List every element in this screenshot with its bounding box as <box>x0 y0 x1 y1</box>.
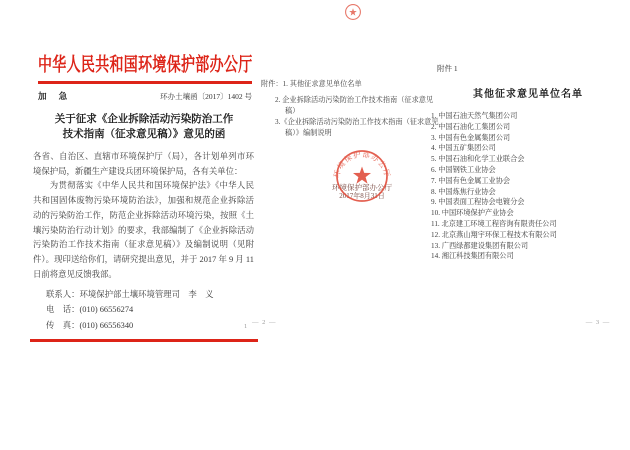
list-item: 11. 北京建工环境工程咨询有限责任公司 <box>431 219 557 228</box>
letter-title <box>30 112 258 142</box>
letter-body <box>33 150 254 282</box>
attachment-list-line2: 2. 企业拆除活动污染防治工作技术指南（征求意见 <box>275 96 434 104</box>
letter-title-line2: 技术指南（征求意见稿）》意见的函 <box>62 129 226 140</box>
list-item: 5. 中国石油和化学工业联合会 <box>431 155 525 164</box>
list-item: 3. 中国有色金属集团公司 <box>431 133 511 142</box>
attachment-list-line4: 3.《企业拆除活动污染防治工作技术指南（征求意见 <box>275 118 439 126</box>
page-number-1: 1 <box>244 323 249 330</box>
list-item: 6. 中国钢铁工业协会 <box>431 165 496 174</box>
list-item: 7. 中国有色金属工业协会 <box>431 176 511 185</box>
attachment-list-line3: 稿） <box>285 107 300 115</box>
list-item: 1. 中国石油天然气集团公司 <box>431 112 518 120</box>
list-item: 10. 中国环境保护产业协会 <box>431 209 514 218</box>
attachment-list-line1: 附件：1. 其他征求意见单位名单 <box>261 80 362 88</box>
masthead-title: 中华人民共和国环境保护部办公厅 <box>38 55 253 76</box>
list-item: 12. 北京燕山翔宇环保工程技术有限公司 <box>431 230 557 239</box>
registration-stamp-icon <box>344 3 362 21</box>
page-number-2: — 2 — <box>252 319 277 326</box>
official-seal-icon <box>332 149 392 205</box>
document-number: 环办土壤函〔2017〕1402 号 <box>160 92 252 101</box>
list-item: 4. 中国五矿集团公司 <box>431 144 496 153</box>
letter-salutation: 各省、自治区、直辖市环境保护厅（局），各计划单列市环境保护局，新疆生产建设兵团环境保护局，各有关单位： <box>33 152 254 176</box>
signature-date: 2017年8月31日 <box>339 192 385 200</box>
letter-paragraph: 为贯彻落实《中华人民共和国环境保护法》《中华人民共和国固体废物污染环境防治法》，加强和规范企业拆除活动的污染防治工作，防范企业拆除活动环境污染，按照《土壤污染防治行动计划》的要求，我部编制了《企业拆除活动污染防治工作技术指南（征求意见稿）》及编制说明（见附件）。现印送给你们，请研究提出意见，并于 2017 年 9 月 11 日前将意见反馈我部。 <box>33 181 254 279</box>
list-item: 8. 中国炼焦行业协会 <box>431 187 496 196</box>
unit-list <box>431 111 617 262</box>
attachment-1-label: 附件 1 <box>437 64 458 73</box>
list-item: 9. 中国表面工程协会电镀分会 <box>431 198 525 207</box>
contact-phone-line: 电 话：(010) 66556274 <box>46 305 134 315</box>
list-item: 14. 湘江科技集团有限公司 <box>431 252 514 261</box>
list-item: 13. 广西绿都建设集团有限公司 <box>431 241 529 250</box>
signer-name: 环境保护部办公厅 <box>332 183 392 192</box>
document-number-row <box>38 90 252 102</box>
contact-fax-line: 传 真：(010) 66556340 <box>46 320 134 330</box>
urgency-label: 加 急 <box>38 91 73 101</box>
unit-list-title: 其他征求意见单位名单 <box>473 89 583 100</box>
seal-arc-text: 环境保护部办公厅 <box>332 149 392 179</box>
letter-title-line1: 关于征求《企业拆除活动污染防治工作 <box>54 114 234 125</box>
attachment-list-line5: 稿）》编制说明 <box>285 129 332 137</box>
contact-person-line: 联系人：环境保护部土壤环境管理司 李 义 <box>46 290 214 299</box>
list-item: 2. 中国石油化工集团公司 <box>431 122 511 131</box>
contact-block <box>46 287 256 333</box>
footer-divider-line <box>30 339 258 342</box>
page-number-3: — 3 — <box>585 319 611 326</box>
masthead-divider-line <box>38 81 252 84</box>
